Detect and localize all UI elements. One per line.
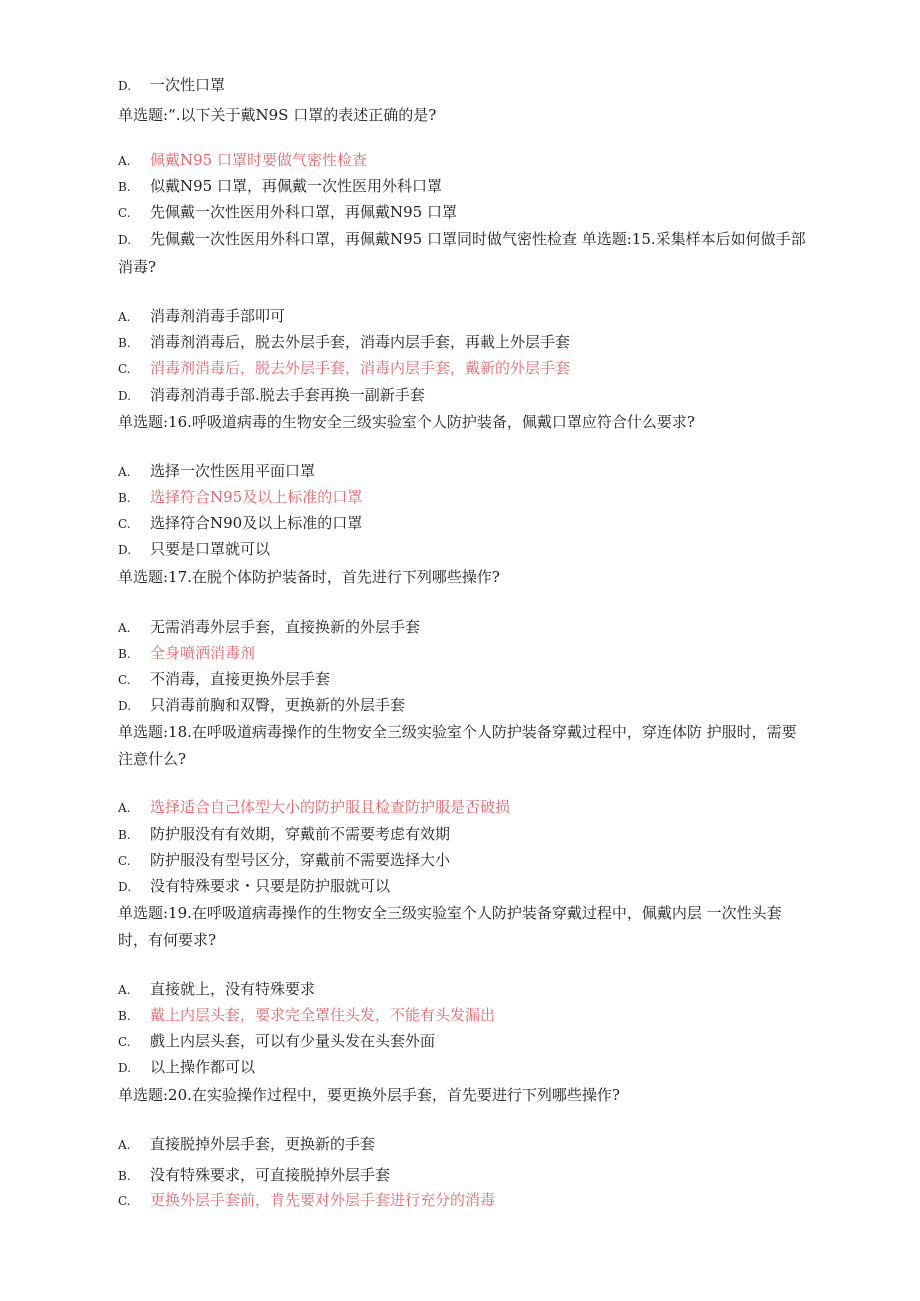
option-text: 选择符合N90及以上标准的口罩 (150, 514, 363, 532)
answer-option (118, 177, 442, 196)
option-text: 似戴N95 口罩，再佩戴一次性医用外科口罩 (150, 177, 442, 195)
answer-option-correct (118, 798, 510, 817)
option-text: 全身喷洒消毒剂 (150, 644, 256, 662)
option-key: D. (118, 79, 132, 93)
option-key: A. (118, 983, 131, 997)
answer-option (118, 825, 450, 844)
question-label: 单选题:“.以下关于戴N9S 口罩的表述正确的是? (118, 106, 437, 124)
option-key: B. (118, 828, 131, 842)
answer-option (118, 618, 420, 637)
option-text: 消毒剂消毒后，脱去外层手套，消毒内层手套，戴新的外层手套 (150, 359, 571, 377)
option-text: 防护服没有有效期，穿戴前不需要考虑有效期 (150, 825, 451, 843)
option-text: 戴上内层头套，要求完全罩住头发，不能有头发漏出 (150, 1006, 496, 1024)
answer-option (118, 1166, 390, 1185)
answer-option (118, 1058, 255, 1077)
option-text: 没有特殊要求・只要是防护服就可以 (150, 877, 391, 895)
answer-option (118, 462, 315, 481)
option-key: D. (118, 1061, 132, 1075)
answer-option-correct (118, 1191, 495, 1210)
option-key: B. (118, 180, 131, 194)
option-key: A. (118, 465, 131, 479)
answer-option (118, 226, 808, 281)
option-key: C. (118, 854, 131, 868)
option-text: 直接脱掉外层手套，更换新的手套 (150, 1135, 376, 1153)
option-key: A. (118, 310, 131, 324)
option-text: 消毒剂消毒手部.脱去手套再换一副新手套 (150, 386, 425, 404)
question-label: 单选题:20.在实验操作过程中，要更换外层手套，首先要进行下列哪些操作? (118, 1086, 620, 1104)
answer-option (118, 203, 457, 222)
answer-option (118, 307, 285, 326)
question-text (118, 900, 808, 954)
option-text: 消毒剂消毒后，脱去外层手套，消毒内层手套，再載上外层手套 (150, 333, 571, 351)
option-key: A. (118, 1138, 131, 1152)
answer-option (118, 540, 270, 559)
option-key: C. (118, 362, 131, 376)
option-text: 佩戴N95 口罩时要做气密性检查 (150, 151, 367, 169)
option-key: A. (118, 154, 131, 168)
option-key: C. (118, 1194, 131, 1208)
option-text: 无需消毒外层手套，直接换新的外层手套 (150, 618, 421, 636)
question-label: 单选题:18.在呼吸道病毒操作的生物安全三级实验室个人防护装备穿戴过程中，穿连体防 护服时，需要注意什么? (118, 723, 797, 768)
option-text: 不消毒，直接更换外层手套 (150, 670, 331, 688)
answer-option (118, 514, 362, 533)
question-text (118, 102, 808, 129)
answer-option (118, 76, 225, 95)
option-text: 选择适合自己体型大小的防护服且检查防护服是否破损 (150, 798, 511, 816)
option-text: 先佩戴一次性医用外科口罩，再佩戴N95 口罩 (150, 203, 457, 221)
option-key: A. (118, 621, 131, 635)
answer-option (118, 386, 425, 405)
question-label: 单选题:19.在呼吸道病毒操作的生物安全三级实验室个人防护装备穿戴过程中，佩戴内层 一次性头套时，有何要求? (118, 904, 782, 949)
answer-option (118, 877, 390, 896)
option-key: D. (118, 699, 132, 713)
option-key: D. (118, 543, 132, 557)
option-text: 只消毒前胸和双臀，更换新的外层手套 (150, 696, 406, 714)
answer-option (118, 670, 330, 689)
option-key: B. (118, 647, 131, 661)
question-text (118, 564, 808, 591)
option-key: B. (118, 1169, 131, 1183)
option-text: 以上操作都可以 (150, 1058, 256, 1076)
option-key: C. (118, 673, 131, 687)
question-label: 单选题:17.在脱个体防护装备时，首先进行下列哪些操作? (118, 568, 500, 586)
option-text: 直接就上，没有特殊要求 (150, 980, 316, 998)
option-key: B. (118, 1009, 131, 1023)
answer-option (118, 696, 405, 715)
option-text: 先佩戴一次性医用外科口罩，再佩戴N95 口罩同时做气密性检查 单选题:15.采集样本后如何做手部消毒? (118, 230, 806, 276)
option-key: C. (118, 1035, 131, 1049)
question-text (118, 1082, 808, 1109)
option-text: 选择一次性医用平面口罩 (150, 462, 316, 480)
option-key: B. (118, 336, 131, 350)
answer-option (118, 333, 570, 352)
option-key: D. (118, 233, 132, 247)
answer-option-correct (118, 644, 255, 663)
option-text: 更换外层手套前，肯先要对外层手套进行充分的消毒 (150, 1191, 496, 1209)
option-key: D. (118, 880, 132, 894)
option-text: 消毒剂消毒手部叩可 (150, 307, 286, 325)
answer-option (118, 980, 315, 999)
option-key: D. (118, 389, 132, 403)
option-text: 选择符合N95及以上标准的口罩 (150, 488, 363, 506)
option-key: B. (118, 491, 131, 505)
option-key: C. (118, 206, 131, 220)
question-text (118, 409, 808, 436)
option-text: 防护服没有型号区分，穿戴前不需要选择大小 (150, 851, 451, 869)
answer-option-correct (118, 151, 367, 170)
question-text (118, 719, 808, 773)
answer-option-correct (118, 1006, 495, 1025)
answer-option (118, 851, 450, 870)
answer-option-correct (118, 359, 570, 378)
option-key: C. (118, 517, 131, 531)
option-text: 一次性口罩 (150, 76, 226, 94)
answer-option (118, 1135, 375, 1154)
option-text: 戲上内层头套，可以有少量头发在头套外面 (150, 1032, 436, 1050)
option-text: 没有特殊要求，可直接脱掉外层手套 (150, 1166, 391, 1184)
option-text: 只要是口罩就可以 (150, 540, 271, 558)
answer-option-correct (118, 488, 362, 507)
answer-option (118, 1032, 435, 1051)
question-label: 单选题:16.呼吸道病毒的生物安全三级实验室个人防护装备，佩戴口罩应符合什么要求? (118, 413, 695, 431)
option-key: A. (118, 801, 131, 815)
